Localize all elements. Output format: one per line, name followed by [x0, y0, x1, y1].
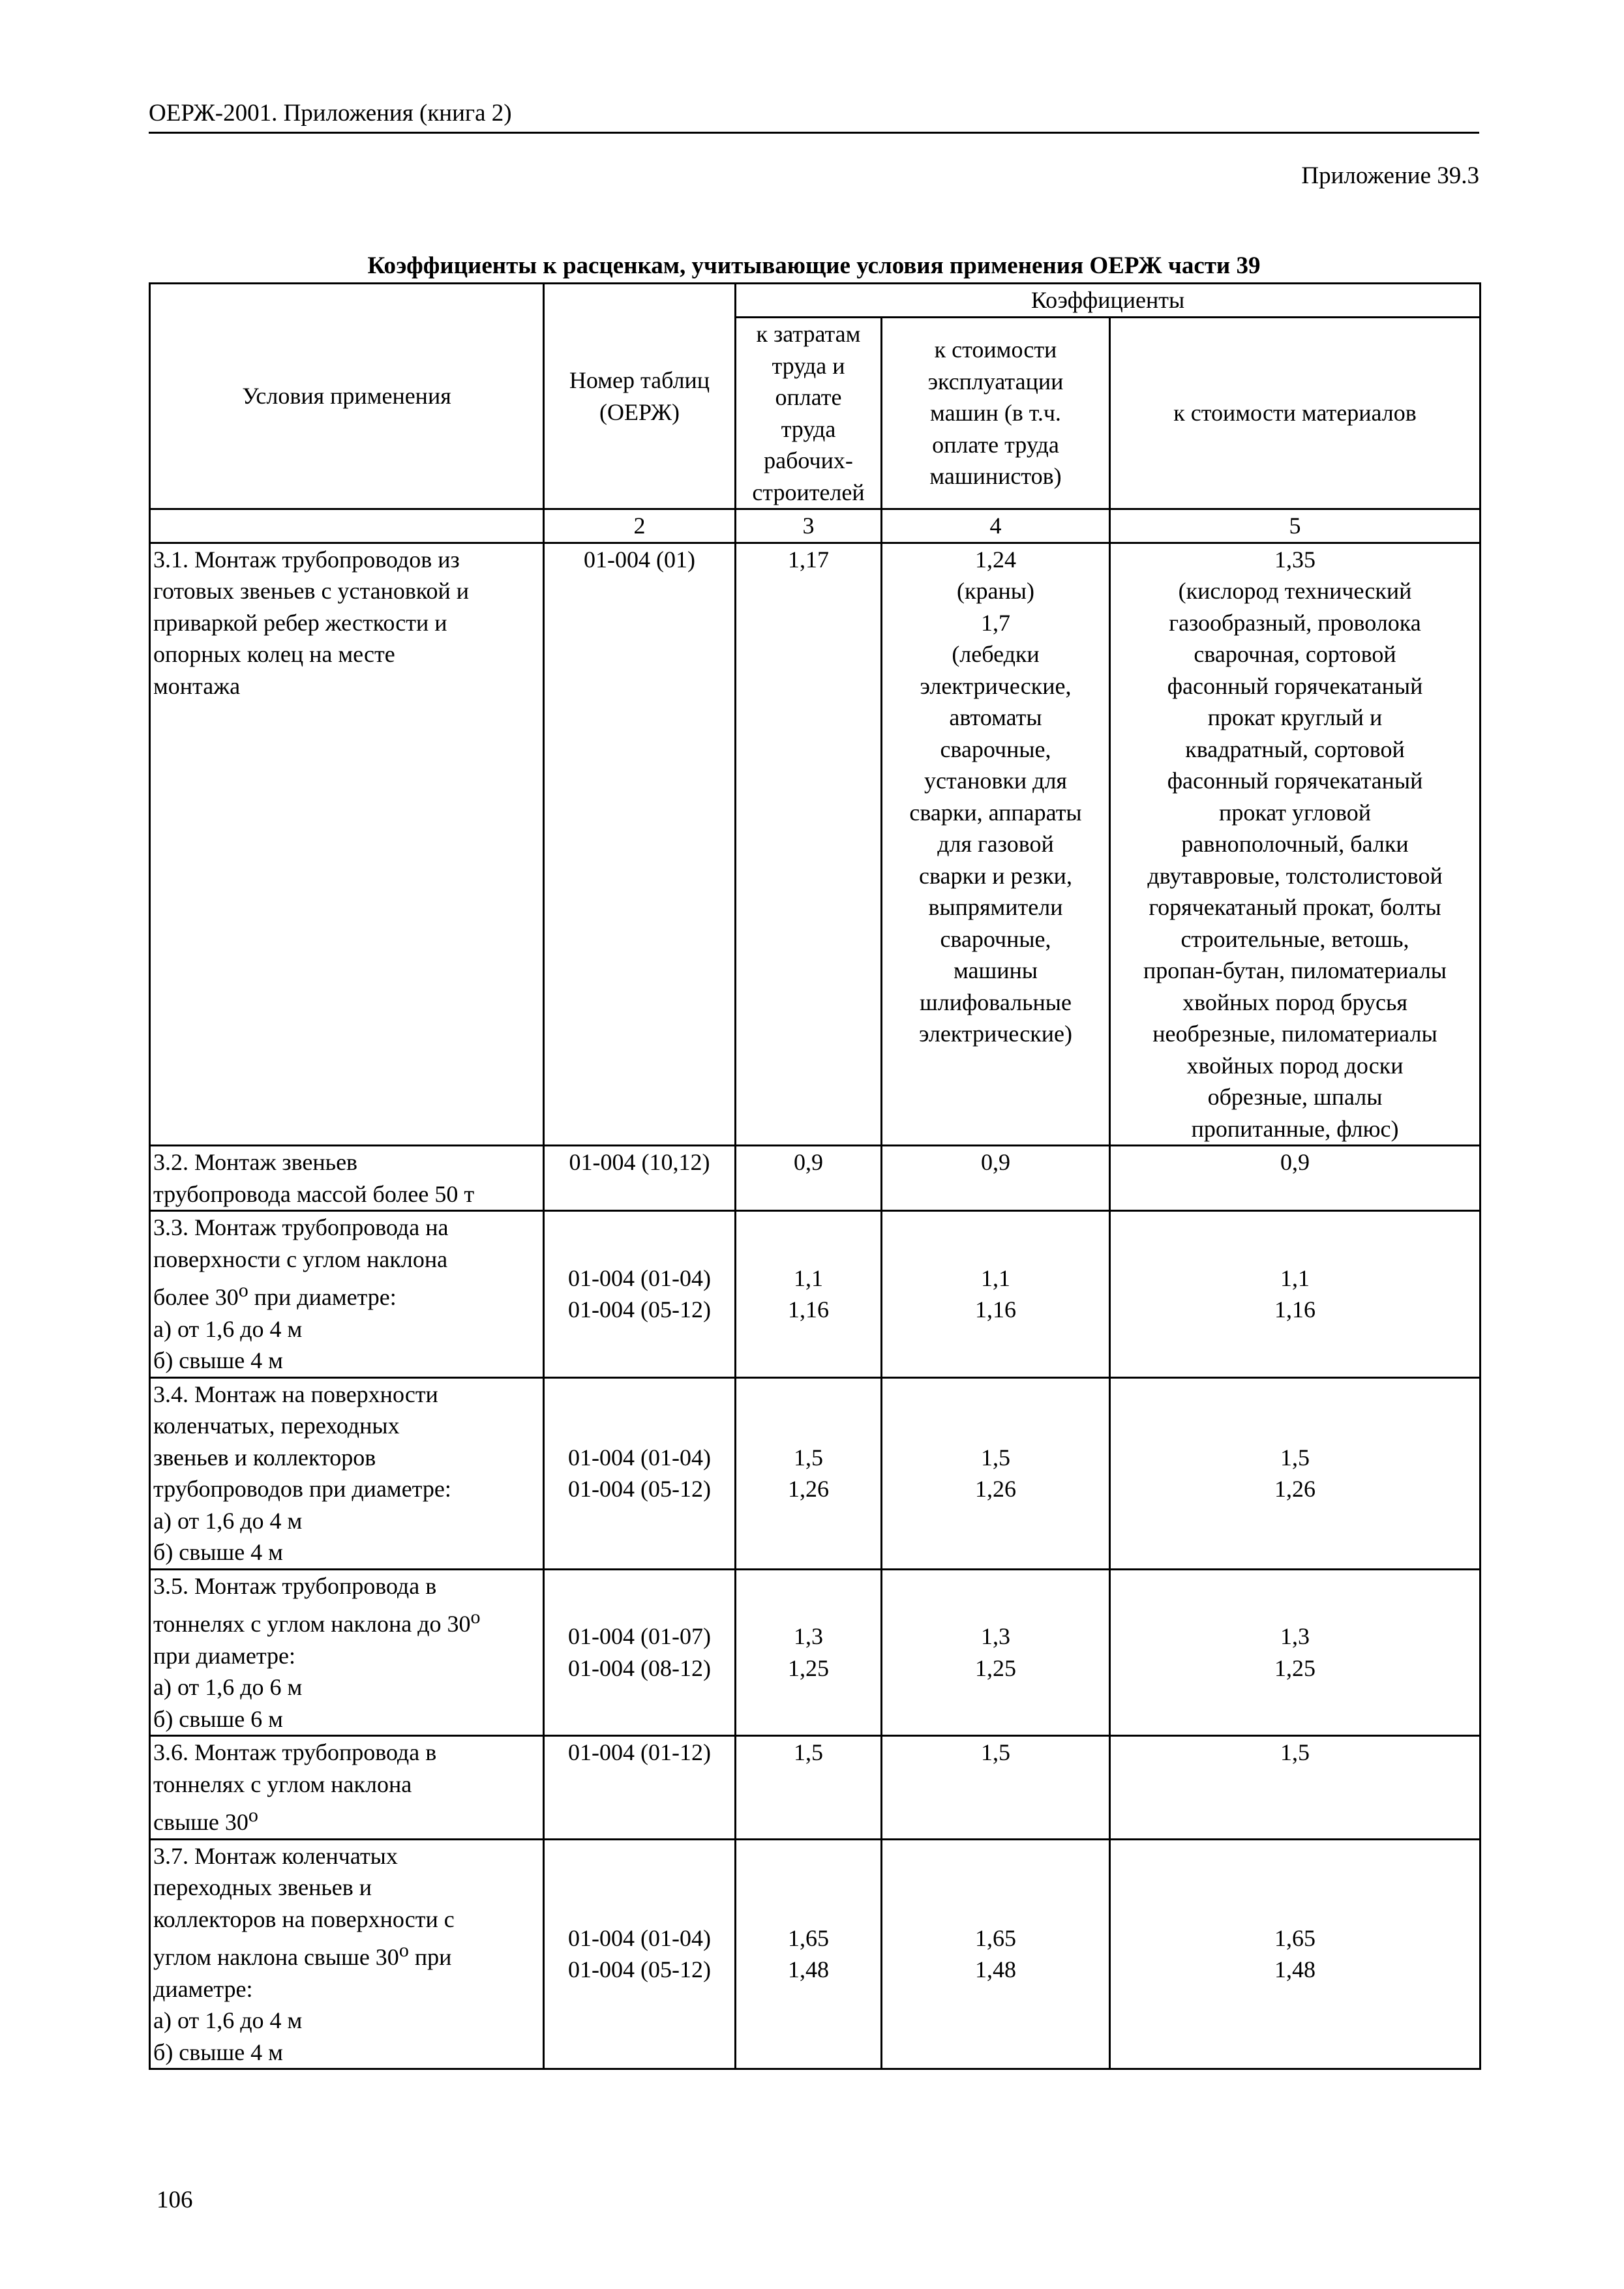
header-conditions: Условия применения	[150, 284, 544, 509]
cell-labor: 1,1 1,16	[736, 1211, 882, 1378]
appendix-label: Приложение 39.3	[1301, 162, 1479, 189]
cell-tables: 01-004 (01-04) 01-004 (05-12)	[544, 1211, 736, 1378]
table-row	[150, 1146, 1481, 1211]
header-table-numbers: Номер таблиц (ОЕРЖ)	[544, 284, 736, 509]
cell-materials: 1,65 1,48	[1110, 1839, 1481, 2069]
cell-condition: 3.5. Монтаж трубопровода в тоннелях с углом наклона до 30$^o$ при диаметре: а) от 1,6 до 6 м б) свыше 6 м	[150, 1569, 544, 1736]
cell-labor: 1,5 1,26	[736, 1377, 882, 1569]
cell-condition: 3.1. Монтаж трубопроводов из готовых звеньев с установкой и приваркой ребер жесткости и опорных колец на месте монтажа	[150, 543, 544, 1146]
degree-mark: o	[470, 1606, 481, 1628]
cell-condition: 3.6. Монтаж трубопровода в тоннелях с углом наклона свыше 30$^o$	[150, 1736, 544, 1840]
degree-mark: o	[398, 1939, 409, 1961]
cell-condition: 3.7. Монтаж коленчатых переходных звеньев и коллекторов на поверхности с углом наклона свыше 30$^o$ при диаметре: а) от 1,6 до 4 м б) свыше 4 м	[150, 1839, 544, 2069]
cell-machines: 0,9	[882, 1146, 1110, 1211]
degree-mark: o	[238, 1279, 248, 1301]
cell-tables: 01-004 (01-04) 01-004 (05-12)	[544, 1377, 736, 1569]
header-labor: к затратам труда и оплате труда рабочих- строителей	[736, 318, 882, 509]
column-number-3: 3	[736, 509, 882, 543]
coefficients-table	[149, 282, 1481, 2070]
running-header: ОЕРЖ-2001. Приложения (книга 2)	[149, 98, 1479, 134]
cell-machines: 1,24 (краны) 1,7 (лебедки электрические, автоматы сварочные, установки для сварки, аппараты для газовой сварки и резки, выпрямители сварочные, машины шлифовальные электрические)	[882, 543, 1110, 1146]
table-row	[150, 1569, 1481, 1736]
header-materials: к стоимости материалов	[1110, 318, 1481, 509]
cell-materials: 1,1 1,16	[1110, 1211, 1481, 1378]
header-coefficients-group: Коэффициенты	[736, 284, 1481, 318]
cell-materials: 1,5	[1110, 1736, 1481, 1840]
table-row	[150, 1211, 1481, 1378]
cell-machines: 1,65 1,48	[882, 1839, 1110, 2069]
cell-condition: 3.2. Монтаж звеньев трубопровода массой более 50 т	[150, 1146, 544, 1211]
column-number-1	[150, 509, 544, 543]
cell-labor: 1,3 1,25	[736, 1569, 882, 1736]
page-number: 106	[157, 2187, 193, 2213]
column-number-5: 5	[1110, 509, 1481, 543]
cell-condition: 3.4. Монтаж на поверхности коленчатых, переходных звеньев и коллекторов трубопроводов при диаметре: а) от 1,6 до 4 м б) свыше 4 м	[150, 1377, 544, 1569]
cell-materials: 1,5 1,26	[1110, 1377, 1481, 1569]
cell-labor: 1,65 1,48	[736, 1839, 882, 2069]
column-numbers-row	[150, 509, 1481, 543]
cell-machines: 1,1 1,16	[882, 1211, 1110, 1378]
cell-materials: 1,35 (кислород технический газообразный, проволока сварочная, сортовой фасонный горячекатаный прокат круглый и квадратный, сортовой фасонный горячекатаный прокат угловой равнополочный, балки двутавровые, толстолистовой горячекатаный прокат, болты строительные, ветошь, пропан-бутан, пиломатериалы хвойных пород брусья необрезные, пиломатериалы хвойных пород доски обрезные, шпалы пропитанные, флюс)	[1110, 543, 1481, 1146]
cell-labor: 1,17	[736, 543, 882, 1146]
cell-labor: 0,9	[736, 1146, 882, 1211]
cell-tables: 01-004 (01-07) 01-004 (08-12)	[544, 1569, 736, 1736]
table-row	[150, 1377, 1481, 1569]
table-caption: Коэффициенты к расценкам, учитывающие условия применения ОЕРЖ части 39	[367, 252, 1261, 279]
table-row	[150, 1736, 1481, 1840]
column-number-4: 4	[882, 509, 1110, 543]
cell-machines: 1,5	[882, 1736, 1110, 1840]
cell-tables: 01-004 (10,12)	[544, 1146, 736, 1211]
degree-mark: o	[248, 1804, 258, 1826]
header-row-1	[150, 284, 1481, 318]
cell-machines: 1,3 1,25	[882, 1569, 1110, 1736]
table-row	[150, 543, 1481, 1146]
cell-machines: 1,5 1,26	[882, 1377, 1110, 1569]
cell-tables: 01-004 (01-04) 01-004 (05-12)	[544, 1839, 736, 2069]
column-number-2: 2	[544, 509, 736, 543]
cell-condition: 3.3. Монтаж трубопровода на поверхности с углом наклона более 30$^o$ при диаметре: а) от 1,6 до 4 м б) свыше 4 м	[150, 1211, 544, 1378]
cell-tables: 01-004 (01-12)	[544, 1736, 736, 1840]
cell-labor: 1,5	[736, 1736, 882, 1840]
cell-materials: 1,3 1,25	[1110, 1569, 1481, 1736]
cell-tables: 01-004 (01)	[544, 543, 736, 1146]
table-row	[150, 1839, 1481, 2069]
cell-materials: 0,9	[1110, 1146, 1481, 1211]
header-machines: к стоимости эксплуатации машин (в т.ч. оплате труда машинистов)	[882, 318, 1110, 509]
